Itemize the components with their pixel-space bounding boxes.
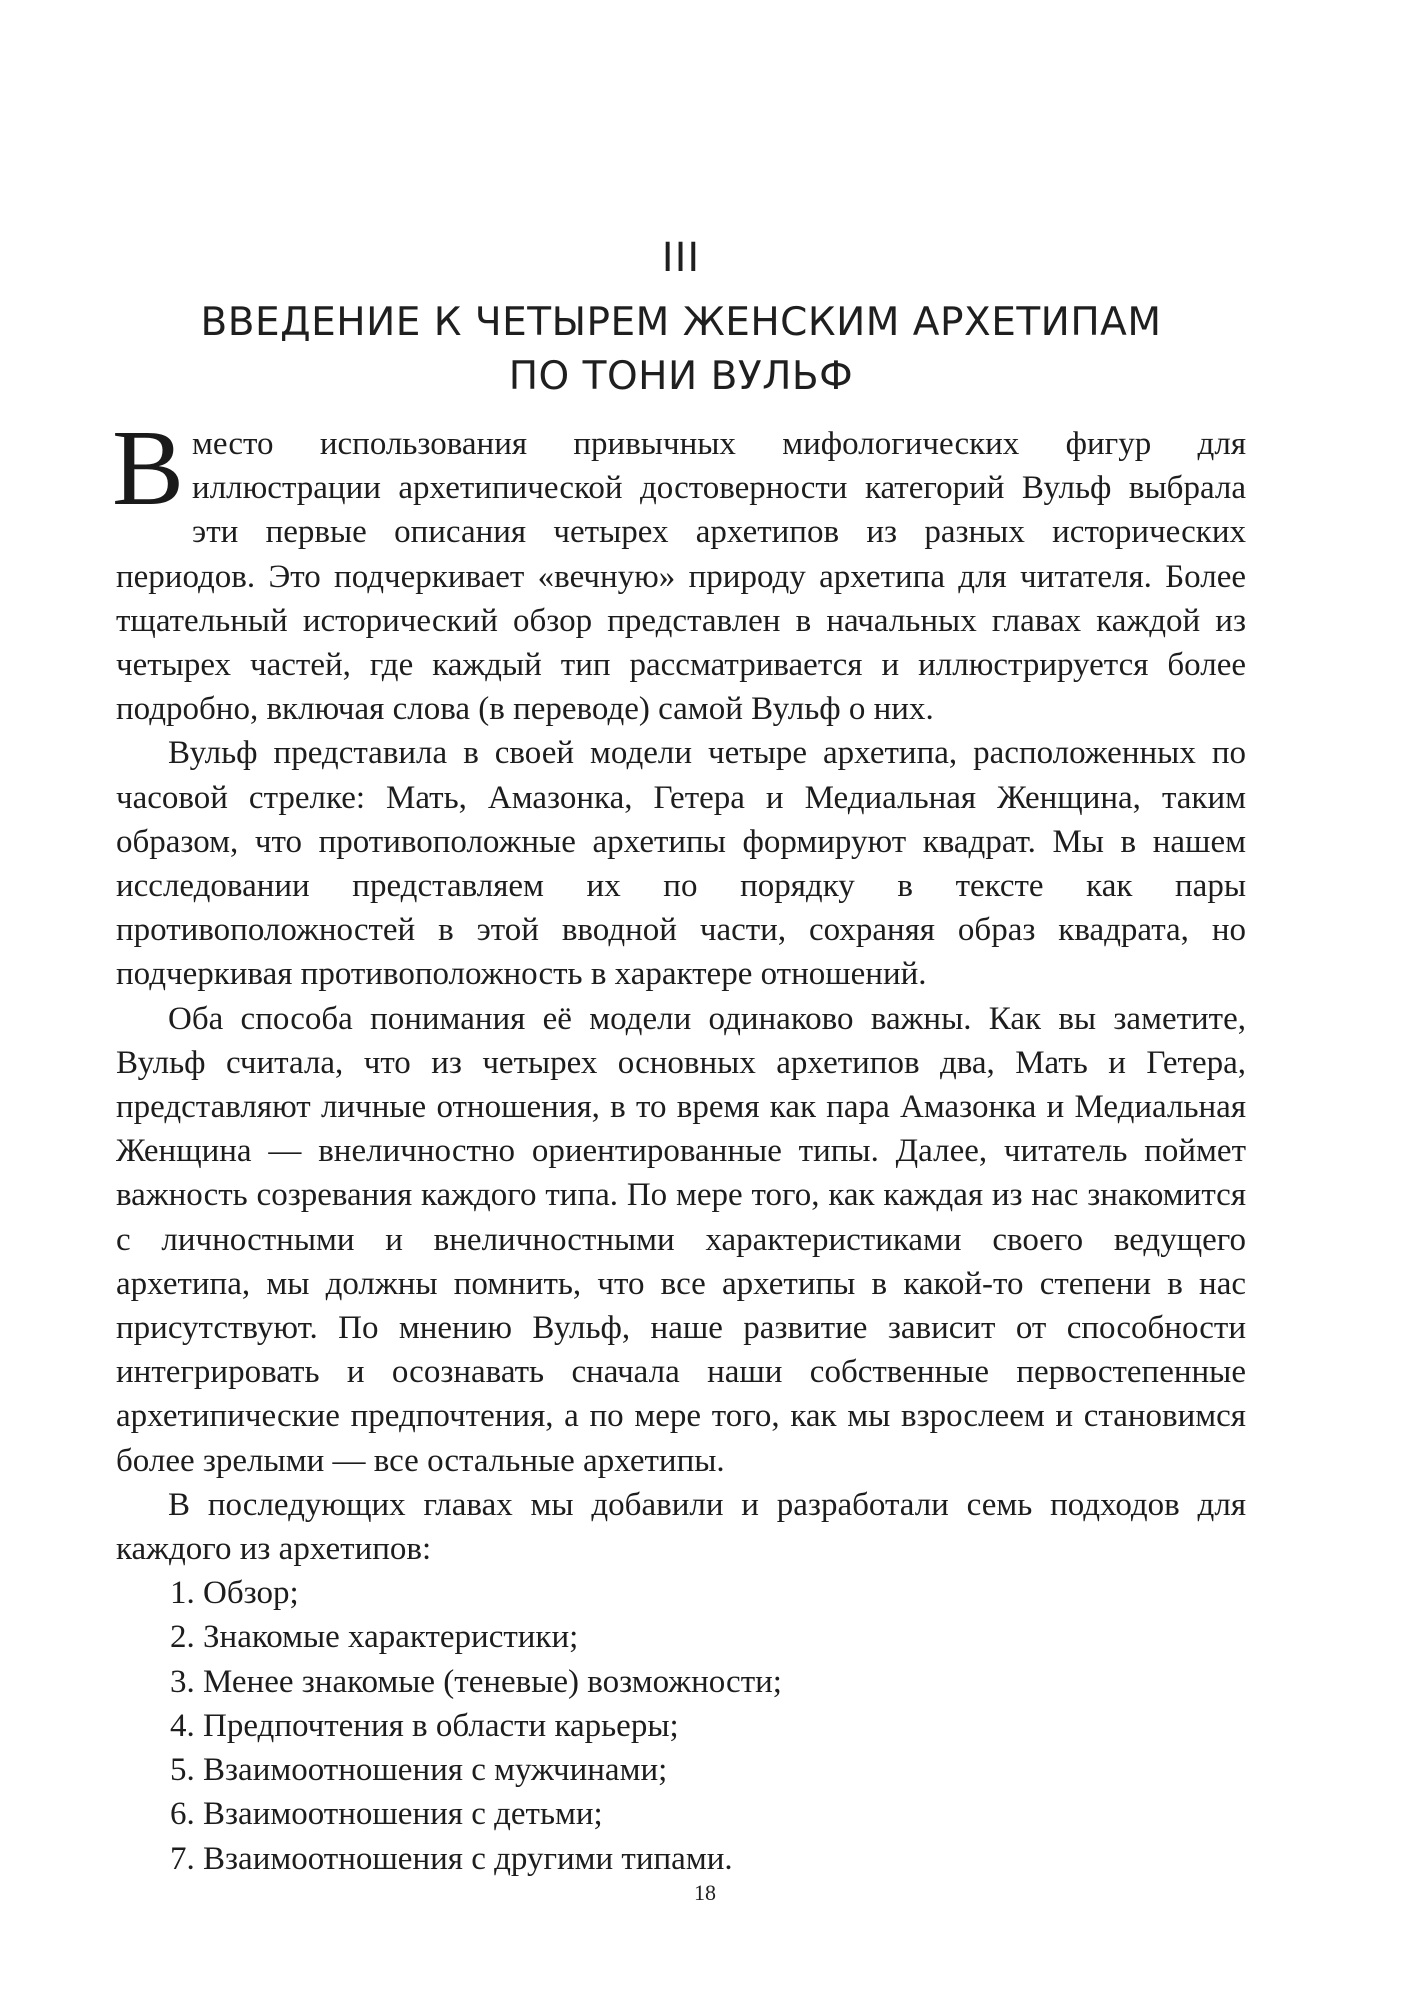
page-content: [112, 230, 1246, 1881]
chapter-title: [116, 296, 1246, 404]
page-number: 18: [694, 1880, 716, 1905]
chapter-title-line-1: ВВЕДЕНИЕ К ЧЕТЫРЕМ ЖЕНСКИМ АРХЕТИПАМ: [200, 300, 1162, 345]
approaches-list: [116, 1571, 1246, 1880]
list-item: 4. Предпочтения в области карьеры;: [170, 1707, 679, 1744]
chapter-title-line-2: ПО ТОНИ ВУЛЬФ: [508, 354, 854, 399]
list-item: 2. Знакомые характеристики;: [170, 1619, 579, 1656]
list-item: 1. Обзор;: [170, 1575, 299, 1612]
list-item: 3. Менее знакомые (теневые) возможности;: [170, 1663, 782, 1700]
paragraph-1: [112, 409, 1246, 731]
paragraph-3: Оба способа понимания её модели одинаково важны. Как вы заметите, Вульф считала, что из четырех основных архетипов два, Мать и Гетера, представляют личные отношения, в то время как пара Амазонка и Медиальная Женщина — внеличностно ориентированные типы. Далее, читатель поймет важность созревания каждого типа. По мере того, как каждая из нас знакомится с личностными и внеличностными характеристиками своего ведущего архетипа, мы должны помнить, что все архетипы в какой-то степени в нас присутствуют. По мнению Вульф, наше развитие зависит от способности интегрировать и осознавать сначала наши собственные первостепенные архетипические предпочтения, а по мере того, как мы взрослеем и становимся более зрелыми — все остальные архетипы.: [116, 1000, 1246, 1479]
list-item: 6. Взаимоотношения с детьми;: [170, 1796, 603, 1833]
drop-cap: В: [112, 409, 185, 528]
paragraph-1-text: место использования привычных мифологических фигур для иллюстрации архетипической достоверности категорий Вульф выбрала эти первые описания четырех архетипов из разных исторических периодов. Это подчеркивает «вечную» природу архетипа для читателя. Более тщательный исторический обзор представлен в начальных главах каждой из четырех частей, где каждый тип рассматривается и иллюстрируется более подробно, включая слова (в переводе) самой Вульф о них.: [116, 426, 1246, 728]
list-item: 5. Взаимоотношения с мужчинами;: [170, 1752, 668, 1789]
paragraph-4: В последующих главах мы добавили и разработали семь подходов для каждого из архетипов:: [116, 1486, 1246, 1568]
paragraph-2: Вульф представила в своей модели четыре архетипа, расположенных по часовой стрелке: Мать, Амазонка, Гетера и Медиальная Женщина, таким образом, что противоположные архетипы формируют квадрат. Мы в нашем исследовании представляем их по порядку в тексте как пары противоположностей в этой вводной части, сохраняя образ квадрата, но подчеркивая противоположность в характере отношений.: [116, 735, 1246, 993]
chapter-number: III: [661, 235, 701, 281]
list-item: 7. Взаимоотношения с другими типами.: [170, 1840, 733, 1877]
